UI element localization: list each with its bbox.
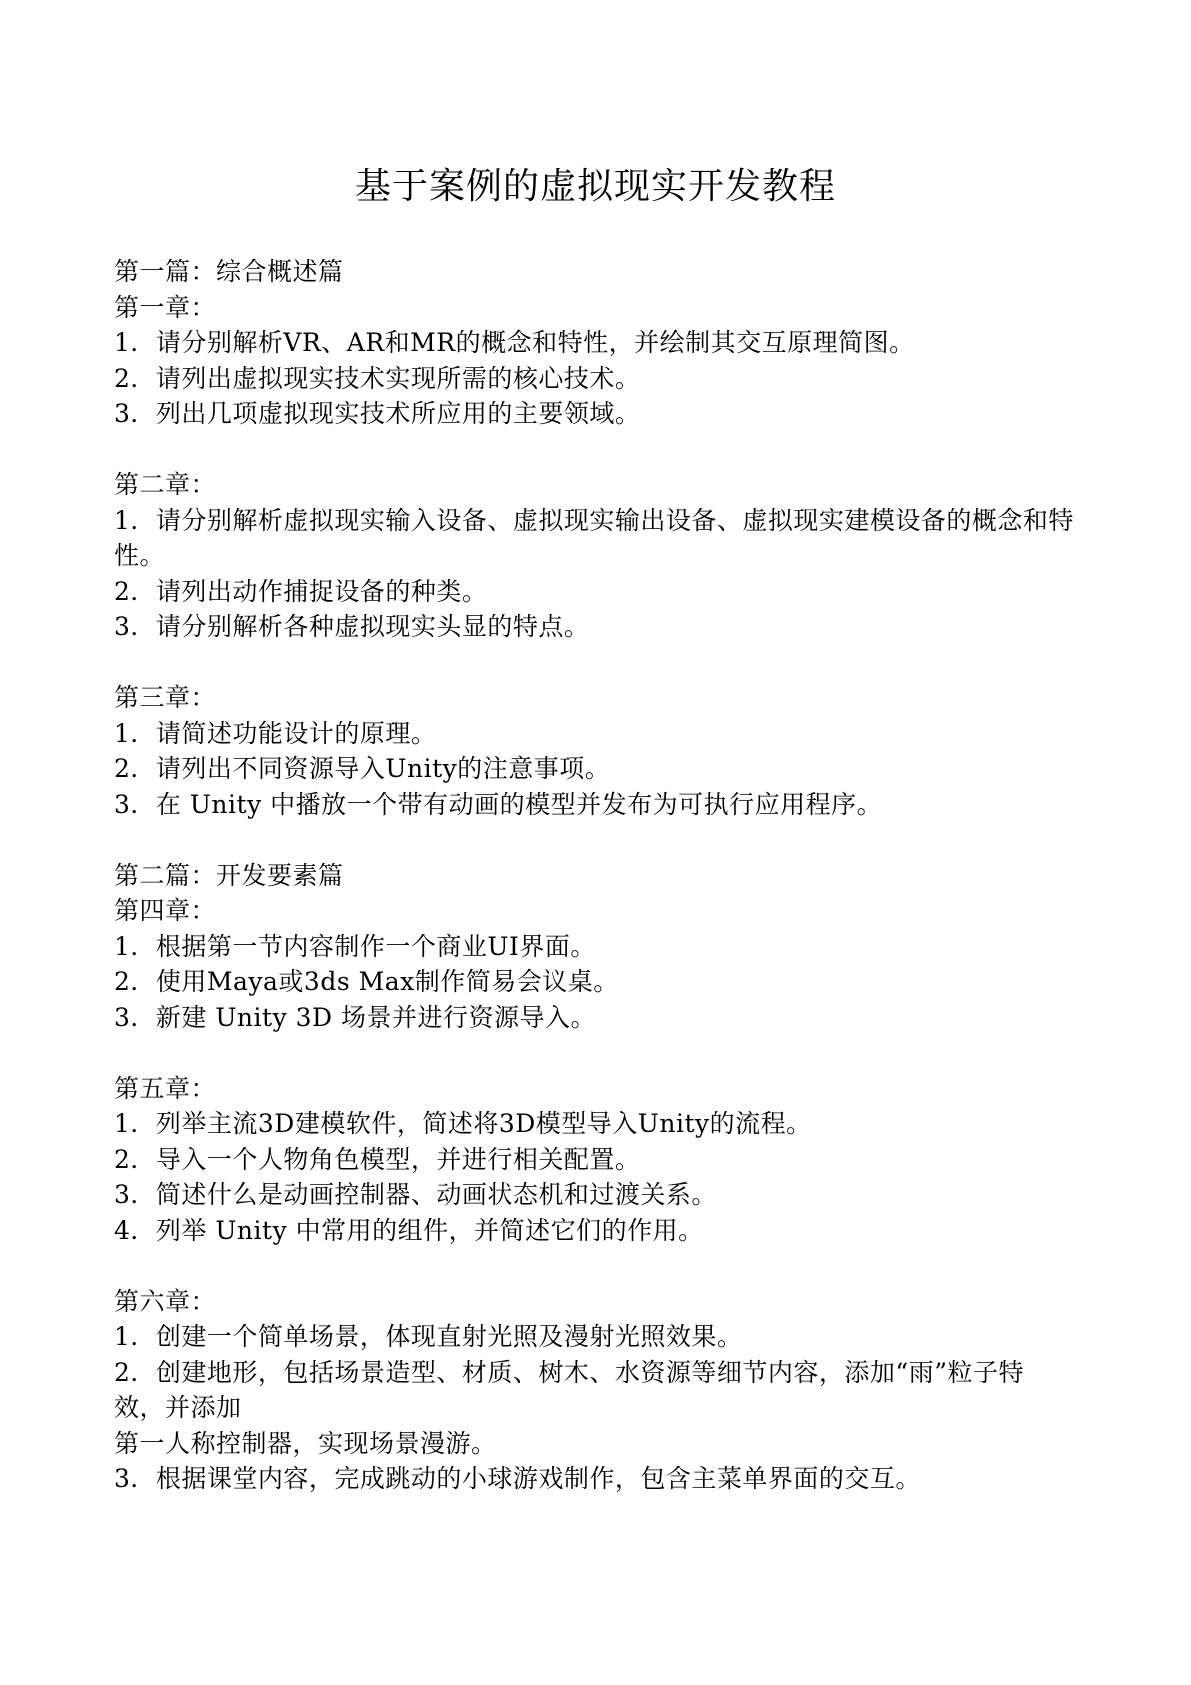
paragraph-gap	[114, 432, 1074, 468]
paragraph-gap	[114, 822, 1074, 858]
exercise-item: 1．请分别解析VR、AR和MR的概念和特性，并绘制其交互原理简图。	[114, 328, 915, 357]
exercise-item: 3．列出几项虚拟现实技术所应用的主要领域。	[114, 399, 641, 428]
exercise-item: 3．新建 Unity 3D 场景并进行资源导入。	[114, 1002, 597, 1032]
exercise-item: 3．请分别解析各种虚拟现实头显的特点。	[114, 612, 590, 641]
exercise-item: 2．使用Maya或3ds Max制作简易会议桌。	[114, 967, 619, 996]
document-title: 基于案例的虚拟现实开发教程	[354, 166, 836, 207]
chapter-heading: 第二章：	[114, 470, 217, 499]
exercise-item: 3．在 Unity 中播放一个带有动画的模型并发布为可执行应用程序。	[114, 789, 883, 819]
exercise-item: 2．请列出不同资源导入Unity的注意事项。	[114, 754, 611, 783]
exercise-item: 3．根据课堂内容，完成跳动的小球游戏制作，包含主菜单界面的交互。	[114, 1464, 921, 1493]
exercise-item: 2．请列出动作捕捉设备的种类。	[114, 576, 488, 606]
exercise-item: 1．根据第一节内容制作一个商业UI界面。	[114, 931, 596, 961]
exercise-item: 4．列举 Unity 中常用的组件，并简述它们的作用。	[114, 1215, 704, 1245]
paragraph-gap	[114, 1035, 1074, 1071]
exercise-item: 2．创建地形，包括场景造型、材质、树木、水资源等细节内容，添加“雨”粒子特效，并添加	[114, 1357, 1024, 1422]
paragraph-gap	[114, 1248, 1074, 1284]
document-body	[114, 254, 1074, 1497]
exercise-item-continuation: 第一人称控制器，实现场景漫游。	[114, 1428, 497, 1458]
part-heading: 第一篇：综合概述篇	[114, 257, 344, 286]
chapter-heading: 第四章：	[114, 896, 217, 925]
exercise-item: 2．导入一个人物角色模型，并进行相关配置。	[114, 1144, 641, 1174]
exercise-item: 1．创建一个简单场景，体现直射光照及漫射光照效果。	[114, 1322, 743, 1351]
exercise-item: 2．请列出虚拟现实技术实现所需的核心技术。	[114, 363, 641, 393]
chapter-heading: 第六章：	[114, 1286, 217, 1316]
exercise-item: 3．简述什么是动画控制器、动画状态机和过渡关系。	[114, 1180, 717, 1209]
exercise-item: 1．请简述功能设计的原理。	[114, 718, 437, 748]
chapter-heading: 第五章：	[114, 1073, 217, 1103]
paragraph-gap	[114, 645, 1074, 681]
chapter-heading: 第三章：	[114, 683, 217, 712]
exercise-item: 1．列举主流3D建模软件，简述将3D模型导入Unity的流程。	[114, 1109, 812, 1138]
exercise-item: 1．请分别解析虚拟现实输入设备、虚拟现实输出设备、虚拟现实建模设备的概念和特性。	[114, 505, 1074, 570]
part-heading: 第二篇：开发要素篇	[114, 860, 344, 890]
chapter-heading: 第一章：	[114, 292, 217, 322]
